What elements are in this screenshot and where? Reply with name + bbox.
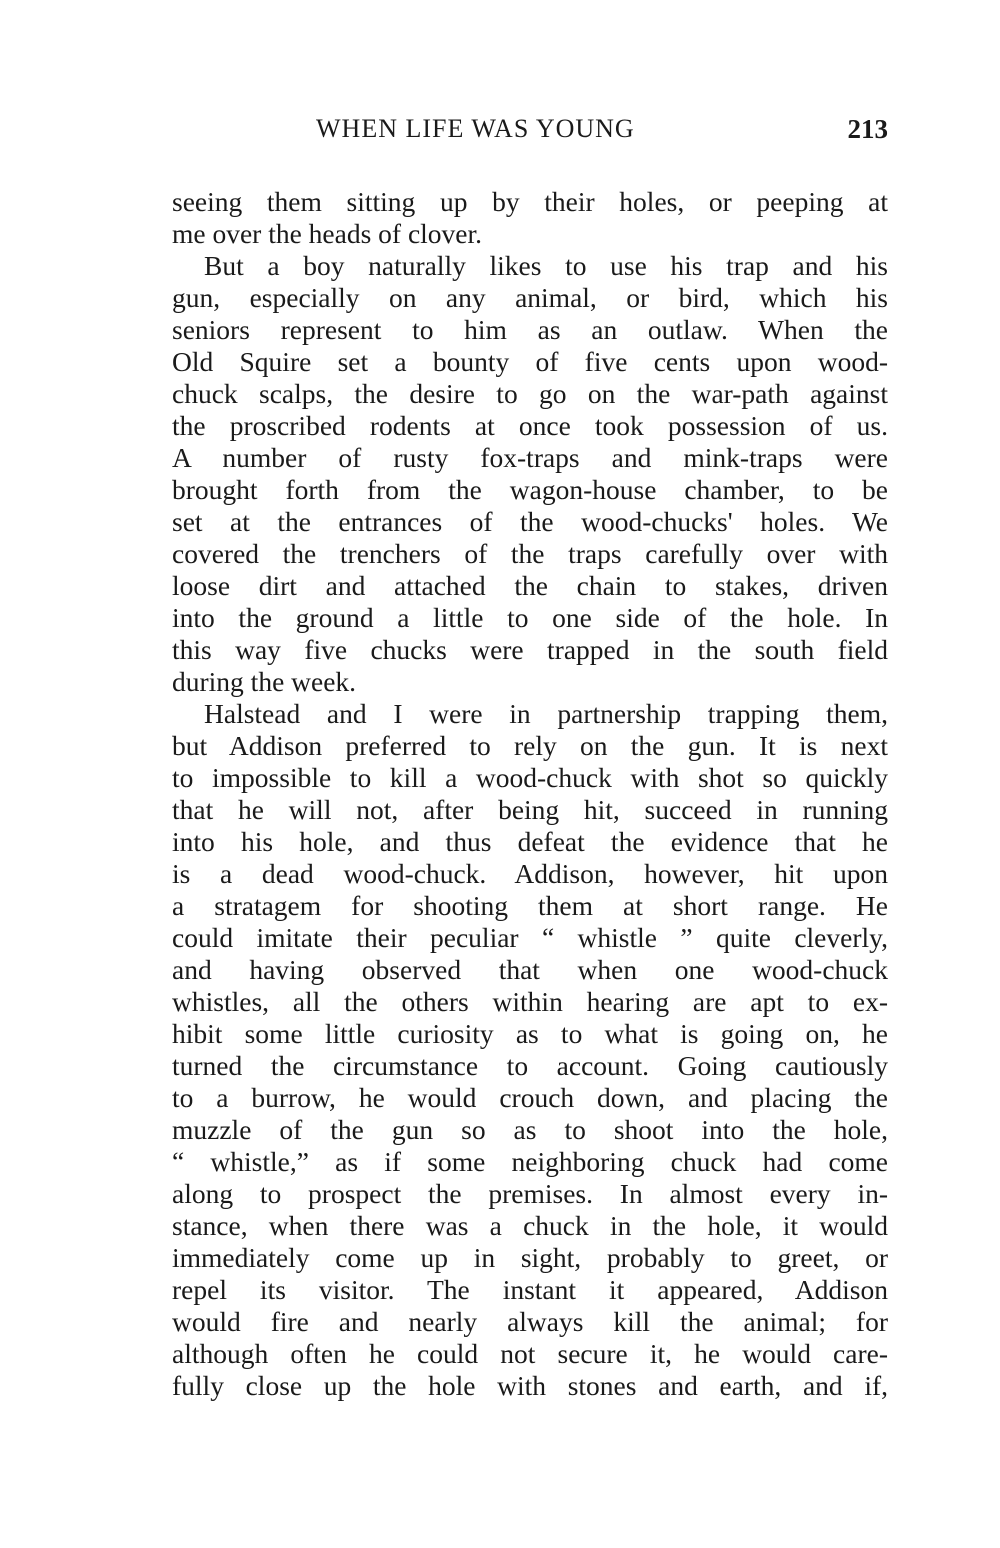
text-line: me over the heads of clover. [172,218,483,249]
text-line: although often he could not secure it, he would care- [172,1338,888,1369]
text-line: muzzle of the gun so as to shoot into the hole, [172,1114,888,1145]
text-line: Halstead and I were in partnership trapping them, [204,698,888,729]
text-line: But a boy naturally likes to use his trap and his [204,250,888,281]
text-line: turned the circumstance to account. Going cautiously [172,1050,888,1081]
text-line: Old Squire set a bounty of five cents upon wood- [172,346,888,377]
text-line: chuck scalps, the desire to go on the war-path against [172,378,888,409]
text-line: a stratagem for shooting them at short range. He [172,890,888,921]
page-header [172,114,888,154]
text-line: and having observed that when one wood-chuck [172,954,888,985]
text-line: this way five chucks were trapped in the south field [172,634,888,665]
text-line: seeing them sitting up by their holes, or peeping at [172,186,888,217]
text-line: into his hole, and thus defeat the evidence that he [172,826,888,857]
text-line: but Addison preferred to rely on the gun. It is next [172,730,888,761]
text-line: covered the trenchers of the traps carefully over with [172,538,888,569]
text-line: the proscribed rodents at once took possession of us. [172,410,888,441]
text-line: would fire and nearly always kill the animal; for [172,1306,888,1337]
page-number: 213 [847,114,888,144]
text-line: loose dirt and attached the chain to stakes, driven [172,570,888,601]
text-line: that he will not, after being hit, succeed in running [172,794,888,825]
text-line: along to prospect the premises. In almost every in- [172,1178,888,1209]
running-title: WHEN LIFE WAS YOUNG [316,114,635,143]
text-line: brought forth from the wagon-house chamber, to be [172,474,888,505]
text-line: could imitate their peculiar “ whistle ” quite cleverly, [172,922,888,953]
text-line: immediately come up in sight, probably to greet, or [172,1242,888,1273]
text-line: “ whistle,” as if some neighboring chuck had come [172,1146,888,1177]
text-line: to a burrow, he would crouch down, and placing the [172,1082,888,1113]
text-line: fully close up the hole with stones and earth, and if, [172,1370,888,1401]
text-line: stance, when there was a chuck in the hole, it would [172,1210,888,1241]
text-line: into the ground a little to one side of the hole. In [172,602,888,633]
text-line: is a dead wood-chuck. Addison, however, hit upon [172,858,888,889]
text-line: A number of rusty fox-traps and mink-traps were [172,442,888,473]
text-line: hibit some little curiosity as to what is going on, he [172,1018,888,1049]
text-line: during the week. [172,666,357,697]
text-line: to impossible to kill a wood-chuck with shot so quickly [172,762,888,793]
text-line: seniors represent to him as an outlaw. When the [172,314,888,345]
text-line: repel its visitor. The instant it appeared, Addison [172,1274,888,1305]
text-line: gun, especially on any animal, or bird, which his [172,282,888,313]
body-text [172,186,888,1402]
text-line: whistles, all the others within hearing are apt to ex- [172,986,888,1017]
text-line: set at the entrances of the wood-chucks' holes. We [172,506,888,537]
